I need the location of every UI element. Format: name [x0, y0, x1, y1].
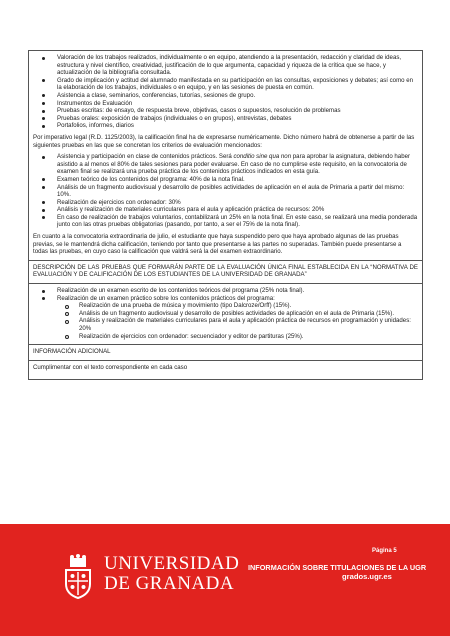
item-text: Realización de un examen práctico sobre los contenidos prácticos del programa: [57, 294, 275, 302]
list-item: Instrumentos de Evaluación [57, 100, 418, 108]
additional-info-section [29, 361, 422, 380]
list-item: Pruebas escritas: de ensayo, de respuesta breve, objetivas, casos o supuestos, resolución de problemas [57, 107, 418, 115]
item-emphasis: conditio sine qua non [233, 153, 292, 161]
sublist-item: Realización de ejercicios con ordenador: secuenciador y editor de partituras (25%). [79, 333, 418, 341]
list-item: Pruebas orales: exposición de trabajos (individuales o en grupos), entrevistas, debates [57, 115, 418, 123]
grading-list [33, 153, 418, 229]
final-evaluation-list [33, 287, 418, 340]
university-name [104, 554, 239, 594]
section-heading: INFORMACIÓN ADICIONAL [33, 348, 111, 356]
list-item: Portafolios, informes, diarios [57, 122, 418, 130]
list-item [57, 153, 418, 176]
sublist-item: Análisis de un fragmento audiovisual y desarrollo de posibles actividades de aplicación en el aula de Primaria (15%). [79, 310, 418, 318]
criteria-list [33, 54, 418, 130]
university-crest-icon [58, 554, 98, 600]
list-item: Grado de implicación y actitud del alumnado manifestada en su participación en las consultas, exposiciones y debates; así como en la elaboración de los trabajos, individuales o en equipo, y en las sesiones de puesta en común. [57, 77, 418, 92]
list-item: Asistencia a clase, seminarios, conferencias, tutorías, sesiones de grupo. [57, 92, 418, 100]
sublist-item: Realización de una prueba de música y movimiento (tipo Dalcroze/Orff) (15%). [79, 302, 418, 310]
list-item [57, 295, 418, 341]
item-text: para aprobar la asignatura, debiendo haber asistido a al menos el 80% de tales sesiones para poder evaluarse. En caso de no cumplirse este requisito, en la convocatoria de examen final se realizará una prueba práctica de los contenidos prácticos indicados en esta guía. [57, 153, 411, 176]
degree-info-link[interactable]: grados.ugr.es [342, 572, 392, 581]
university-name-line: DE GRANADA [104, 573, 235, 594]
page-footer [0, 524, 450, 636]
list-item: Realización de un examen escrito de los contenidos teóricos del programa (25% nota final). [57, 287, 418, 295]
list-item: Realización de ejercicios con ordenador: 30% [57, 199, 418, 207]
list-item: En caso de realización de trabajos voluntarios, contabilizará un 25% en la nota final. En este caso, se realizará una media ponderada junto con las otras pruebas obligatorias (pasando, por tanto, a ser el 75% de la nota final). [57, 213, 418, 229]
list-item: Análisis de un fragmento audiovisual y desarrollo de posibles actividades de aplicación en el aula de Primaria a partir del mismo: 10%. [57, 184, 418, 199]
list-item: Análisis y realización de materiales curriculares para el aula y aplicación práctica de recursos: 20% [57, 206, 418, 214]
extraordinary-exam-note: En cuanto a la convocatoria extraordinaria de julio, el estudiante que haya suspendido pero que haya aprobado algunas de las pruebas previas, se le mantendrá dicha calificación, teniendo por tanto que presentarse a las partes no superadas. También puede presentarse a todas las pruebas, en cuyo caso la calificación que valdrá será la del examen extraordinario. [33, 233, 402, 256]
section-heading: DESCRIPCIÓN DE LAS PRUEBAS QUE FORMARÁN PARTE DE LA EVALUACIÓN ÚNICA FINAL ESTABLECIDA EN LA “NORMATIVA DE EVALUACIÓN Y DE CALIFICACIÓN DE LOS ESTUDIANTES DE LA UNIVERSIDAD DE GRANADA” [33, 263, 418, 279]
final-evaluation-heading-section [29, 261, 422, 284]
additional-info-heading-section [29, 345, 422, 361]
document-table [28, 50, 423, 380]
practical-exam-sublist [57, 302, 418, 340]
degree-info-title: INFORMACIÓN SOBRE TITULACIONES DE LA UGR [248, 563, 427, 572]
list-item: Examen teórico de los contenidos del programa: 40% de la nota final. [57, 176, 418, 184]
list-item: Valoración de los trabajos realizados, individualmente o en equipo, atendiendo a la presentación, redacción y claridad de ideas, estructura y nivel científico, creatividad, justificación de lo que argumenta, capacidad y riqueza de la crítica que se hace, y actualización de la bibliografía consultada. [57, 54, 418, 77]
placeholder-text: Cumplimentar con el texto correspondiente en cada caso [33, 363, 188, 371]
university-name-line: UNIVERSIDAD [104, 553, 240, 574]
page-number: Página 5 [372, 548, 397, 554]
grading-intro: Por imperativo legal (R.D. 1125/2003), la calificación final ha de expresarse numéricamente. Dicho número habrá de obtenerse a partir de las siguientes pruebas en las que se concretan los criterios de evaluación mencionados: [33, 133, 415, 149]
evaluation-criteria-section [29, 51, 422, 261]
item-text: Asistencia y participación en clase de contenidos prácticos. Será [57, 153, 234, 161]
final-evaluation-section [29, 284, 422, 345]
sublist-item: Análisis y realización de materiales curriculares para el aula y aplicación práctica de recursos en programación y unidades: 20% [79, 317, 418, 332]
